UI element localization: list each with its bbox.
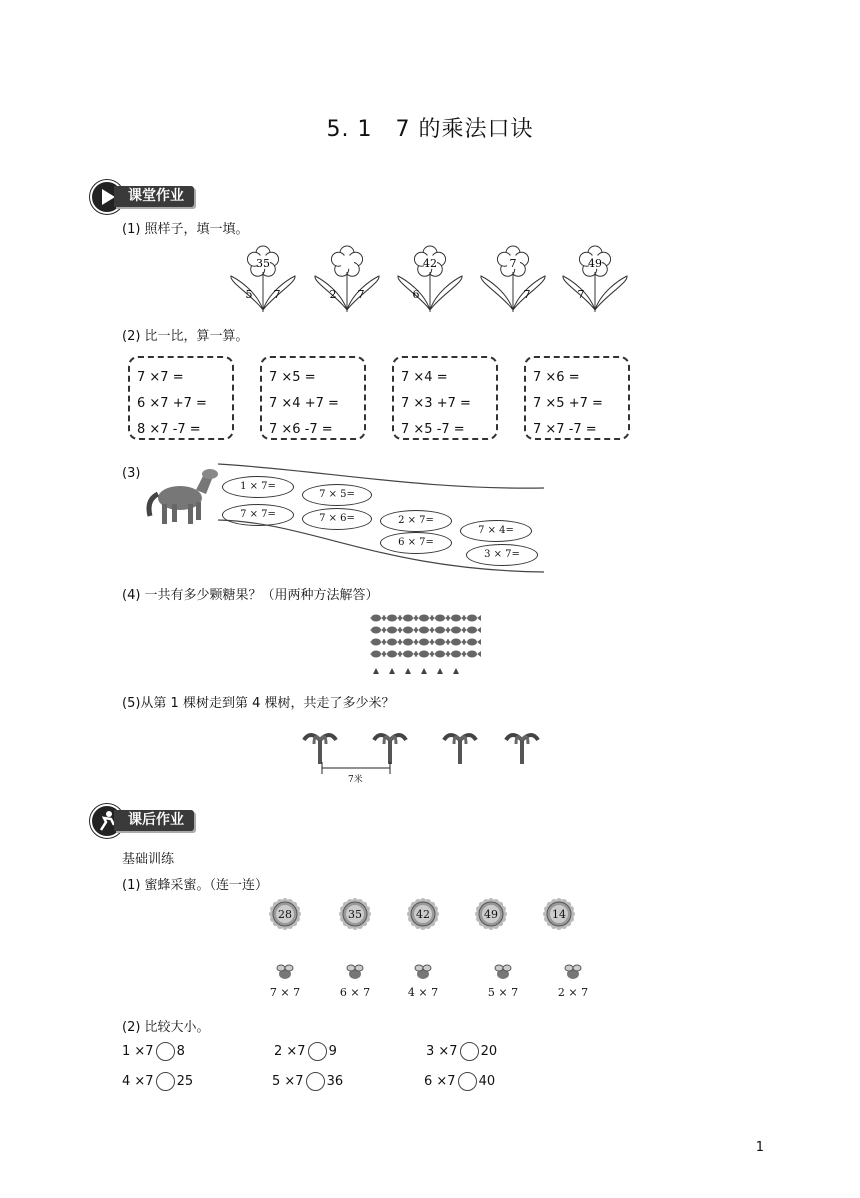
question-2-prompt: (2) 比一比，算一算。 [122,329,249,344]
flower-number[interactable]: 35 [348,908,362,921]
comparison-left: 3 ×7 [426,1044,458,1059]
bee-icon [495,965,511,979]
flower-factor-left: 6 [412,288,420,301]
bee-icon [415,965,431,979]
flower-icon [563,246,627,312]
bee-expression[interactable]: 7 × 7 [269,986,301,999]
candy-icon [451,639,461,646]
answer-circle[interactable] [156,1072,175,1091]
flower-illustrations [225,240,645,314]
palm-tree-icon [374,735,406,764]
flower-factor-right: 7 [357,288,365,301]
candy-icon [403,639,413,646]
calc-line: 6 ×7 +7 = [137,396,207,411]
answer-circle[interactable] [458,1072,477,1091]
flower-product: 35 [256,257,270,270]
question-7-prompt: (2) 比较大小。 [122,1020,210,1035]
tree-row [300,728,550,788]
section-banner-homework [90,804,230,832]
comparison-left: 5 ×7 [272,1074,304,1089]
bee-matching [268,898,588,1002]
candy-icon [371,651,381,658]
candy-icon [387,651,397,658]
flower-number[interactable]: 28 [278,908,292,921]
calc-line: 7 ×3 +7 = [401,396,471,411]
flower-factor-right: 7 [273,288,281,301]
equation-oval[interactable]: 2 × 7= [380,510,452,532]
flower-product: 49 [588,257,602,270]
flower-icon [315,246,379,312]
bee-expression[interactable]: 6 × 7 [339,986,371,999]
candy-icon [403,615,413,622]
candy-icon [403,651,413,658]
comparison-left: 1 ×7 [122,1044,154,1059]
calc-line: 7 ×4 = [401,370,448,385]
candy-icon [435,627,445,634]
answer-circle[interactable] [308,1042,327,1061]
question-1-prompt: (1) 照样子，填一填。 [122,222,249,237]
flower-factor-left: 7 [577,288,585,301]
candy-icon [467,651,477,658]
candy-icon [467,639,477,646]
candy-icon [371,627,381,634]
calc-line: 7 ×5 -7 = [401,422,465,437]
flower-icon [398,246,462,312]
calc-box [392,356,498,440]
flower-factor-left: 5 [245,288,253,301]
flower-number[interactable]: 14 [552,908,566,921]
bee-icon [347,965,363,979]
candy-grid [370,610,492,680]
calc-box [260,356,366,440]
answer-circle[interactable] [156,1042,175,1061]
calc-box [128,356,234,440]
calc-line: 7 ×6 -7 = [269,422,333,437]
candy-icon [467,627,477,634]
flower-icon [481,246,545,312]
comparison-right: 20 [480,1044,498,1059]
palm-tree-icon [444,735,476,764]
question-4-prompt: (4) 一共有多少颗糖果？（用两种方法解答） [122,588,379,603]
calc-line: 7 ×6 = [533,370,580,385]
equation-oval[interactable]: 7 × 5= [302,484,372,506]
bee-expression[interactable]: 5 × 7 [487,986,519,999]
candy-icon [451,627,461,634]
calc-line: 8 ×7 -7 = [137,422,201,437]
comparison-left: 2 ×7 [274,1044,306,1059]
horse-icon [149,469,218,524]
candy-icon [419,627,429,634]
flower-row [225,240,645,314]
candy-icon [371,615,381,622]
candy-icon [419,651,429,658]
comparison-right: 9 [328,1044,337,1059]
comparison-right: 8 [176,1044,185,1059]
comparison-left: 4 ×7 [122,1074,154,1089]
flower-product: 42 [423,257,437,270]
candy-icon [371,639,381,646]
section-title: 课堂作业 [114,186,194,207]
comparison-right: 25 [176,1074,194,1089]
comparison-item [122,1072,193,1091]
calc-box [524,356,630,440]
equation-oval[interactable]: 7 × 6= [302,508,372,530]
section-banner-classwork [90,180,230,208]
comparison-right: 40 [478,1074,496,1089]
question-6-prompt: (1) 蜜蜂采蜜。（连一连） [122,878,269,893]
equation-oval[interactable]: 1 × 7= [222,476,294,498]
answer-circle[interactable] [306,1072,325,1091]
distance-label: 7米 [348,775,363,785]
bee-expression[interactable]: 4 × 7 [407,986,439,999]
candy-icon [387,639,397,646]
calc-line: 7 ×7 = [137,370,184,385]
candy-icon [467,615,477,622]
candy-icon [403,627,413,634]
comparison-item [426,1042,497,1061]
candy-icon [435,639,445,646]
comparison-right: 36 [326,1074,344,1089]
equation-oval[interactable]: 3 × 7= [466,544,538,566]
candy-icon [451,615,461,622]
candy-icon [451,651,461,658]
palm-tree-icon [506,735,538,764]
horse-river-scene [140,460,550,580]
candy-icon [435,651,445,658]
question-5-prompt: (5)从第 1 棵树走到第 4 棵树，共走了多少米？ [122,696,395,711]
palm-tree-icon [300,728,550,774]
candy-icon [370,610,492,680]
flower-product: 7 [509,257,517,270]
comparison-item [272,1072,343,1091]
bee-expression[interactable]: 2 × 7 [557,986,589,999]
subsection-title: 基础训练 [122,852,175,867]
flower-factor-left: 2 [329,288,337,301]
bee-icon [277,965,293,979]
question-3-prompt: (3) [122,466,141,481]
flower-factor-right: 7 [523,288,531,301]
candy-icon [387,627,397,634]
bee-icon [565,965,581,979]
equation-oval[interactable]: 7 × 4= [460,520,532,542]
comparison-left: 6 ×7 [424,1074,456,1089]
calc-line: 7 ×5 = [269,370,316,385]
candy-icon [435,615,445,622]
comparison-item [274,1042,337,1061]
candy-icon [387,615,397,622]
section-title: 课后作业 [114,810,194,831]
calc-line: 7 ×7 -7 = [533,422,597,437]
flower-number[interactable]: 49 [484,908,498,921]
comparison-item [122,1042,185,1061]
candy-icon [419,639,429,646]
calc-line: 7 ×5 +7 = [533,396,603,411]
equation-oval[interactable]: 6 × 7= [380,532,452,554]
page-number: 1 [755,1140,764,1155]
flower-number[interactable]: 42 [416,908,430,921]
answer-circle[interactable] [460,1042,479,1061]
equation-oval[interactable]: 7 × 7= [222,504,294,526]
calc-line: 7 ×4 +7 = [269,396,339,411]
page-title: 5. 1 7 的乘法口诀 [326,117,534,142]
flower-icon [231,246,295,312]
comparison-item [424,1072,495,1091]
candy-icon [419,615,429,622]
palm-tree-icon [304,735,336,764]
